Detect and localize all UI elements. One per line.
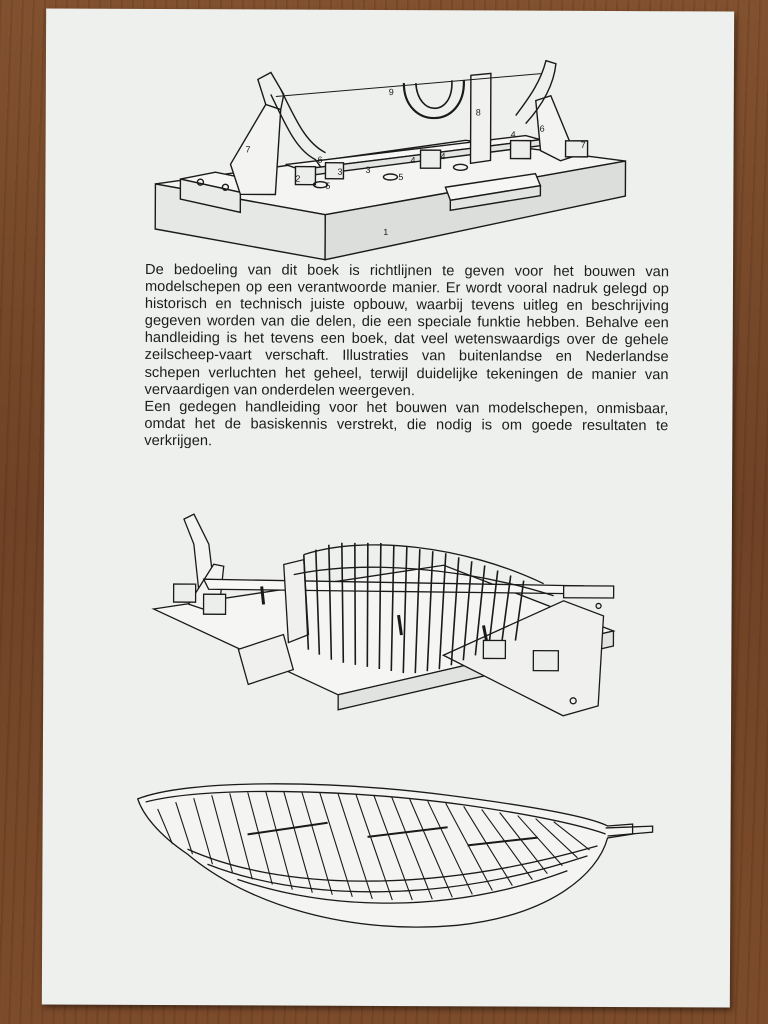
blurb-paragraph-2: Een gedegen handleiding voor het bouwen van modelschepen, onmisbaar, omdat het de basiskennis verstrekt, die nodig is om goede resultaten te verkrijgen. xyxy=(144,398,669,450)
svg-text:6: 6 xyxy=(539,123,545,134)
ship-hull-illustration xyxy=(127,774,658,936)
svg-text:7: 7 xyxy=(245,144,251,155)
svg-text:8: 8 xyxy=(475,107,481,118)
svg-text:4: 4 xyxy=(410,155,416,166)
svg-text:5: 5 xyxy=(398,172,404,183)
blurb-paragraph-1: De bedoeling van dit boek is richtlijnen te geven voor het bouwen van modelschepen op een verantwoorde manier. Er wordt vooral nadruk gelegd op historisch en technisch juiste opbouw, waarbij tevens uitleg en beschrijving gegeven worden van die delen, die een speciale funktie hebben. Behalve een handleiding is het tevens een boek, dat veel wetenswaardigs over de gehele zeilscheep-vaart verschaft. Illustraties van buitenlandse en Nederlandse schepen verluchten het geheel, terwijl duidelijke tekeningen de manier van vervaardigen van onderdelen weergeven. xyxy=(144,261,670,399)
svg-text:4: 4 xyxy=(440,151,446,162)
svg-text:6: 6 xyxy=(317,154,323,165)
frames-on-slip-illustration xyxy=(143,504,634,766)
blurb-text xyxy=(144,262,669,452)
svg-text:5: 5 xyxy=(325,180,331,191)
svg-text:1: 1 xyxy=(383,226,389,237)
svg-text:2: 2 xyxy=(295,173,301,184)
svg-text:9: 9 xyxy=(388,86,394,98)
building-slip-illustration xyxy=(145,54,636,266)
svg-text:3: 3 xyxy=(337,166,343,177)
svg-text:4: 4 xyxy=(510,129,516,140)
svg-text:3: 3 xyxy=(365,164,371,175)
svg-text:7: 7 xyxy=(580,139,586,150)
book-back-cover xyxy=(42,9,734,1008)
